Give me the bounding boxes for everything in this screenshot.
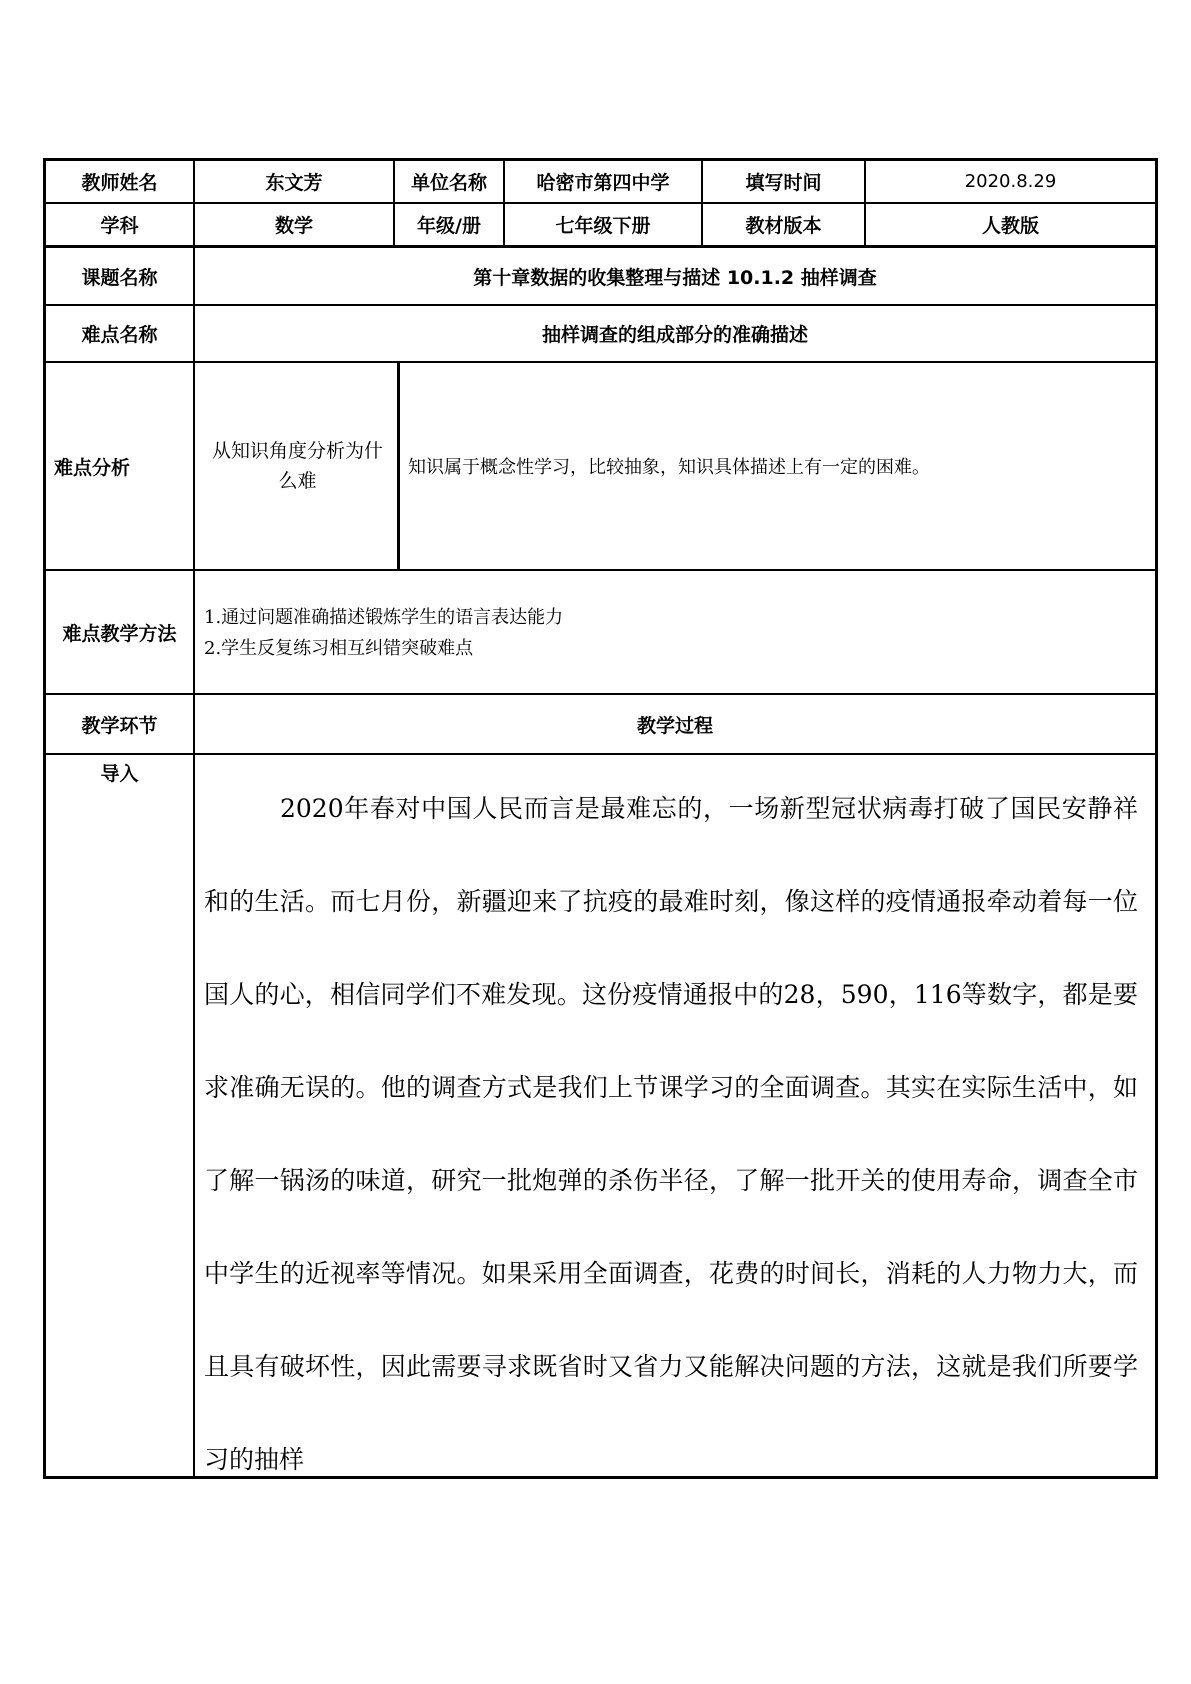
row-border-7	[43, 753, 1158, 755]
intro-text: 2020年春对中国人民而言是最难忘的，一场新型冠状病毒打破了国民安静祥和的生活。而七月份，新疆迎来了抗疫的最难时刻，像这样的疫情通报牵动着每一位国人的心，相信同学们不难发现。这份疫情通报中的28，590，116等数字，都是要求准确无误的。他的调查方式是我们上节课学习的全面调查。其实在实际生活中，如了解一锅汤的味道，研究一批炮弹的杀伤半径，了解一批开关的使用寿命，调查全市中学生的近视率等情况。如果采用全面调查，花费的时间长，消耗的人力物力大，而且具有破坏性，因此需要寻求既省时又省力又能解决问题的方法，这就是我们所要学习的抽样	[204, 794, 1138, 1474]
row-border-5	[43, 569, 1158, 571]
difficulty-value: 抽样调查的组成部分的准确描述	[541, 324, 808, 346]
teacher-name-value: 东文芳	[265, 172, 323, 194]
topic-value: 第十章数据的收集整理与描述 10.1.2 抽样调查	[473, 266, 877, 289]
analysis-divider	[397, 362, 400, 570]
analysis-sub-label: 从知识角度分析为什么难	[211, 440, 383, 492]
method-item: 2.学生反复练习相互纠错突破难点	[204, 638, 474, 659]
grade-value: 七年级下册	[555, 215, 651, 237]
fill-date-label: 填写时间	[745, 172, 822, 194]
table-border-right	[1155, 158, 1158, 1479]
unit-name-label: 单位名称	[410, 172, 487, 194]
stage-header-label: 教学环节	[81, 714, 158, 737]
edition-label: 教材版本	[745, 215, 822, 237]
process-header-label: 教学过程	[636, 714, 713, 737]
difficulty-label: 难点名称	[81, 324, 158, 346]
topic-label: 课题名称	[81, 266, 158, 289]
analysis-value: 知识属于概念性学习，比较抽象，知识具体描述上有一定的困难。	[408, 457, 930, 478]
methods-list	[204, 602, 1144, 664]
unit-name-value: 哈密市第四中学	[536, 172, 670, 194]
subject-value: 数学	[274, 215, 313, 237]
fill-date-value: 2020.8.29	[964, 171, 1057, 192]
method-item: 1.通过问题准确描述锻炼学生的语言表达能力	[204, 607, 564, 628]
methods-label: 难点教学方法	[62, 622, 177, 645]
intro-stage-label: 导入	[100, 762, 139, 785]
edition-value: 人教版	[981, 215, 1039, 237]
analysis-label: 难点分析	[54, 456, 131, 479]
grade-label: 年级/册	[417, 215, 481, 237]
subject-label: 学科	[100, 215, 139, 237]
teacher-name-label: 教师姓名	[81, 172, 158, 194]
